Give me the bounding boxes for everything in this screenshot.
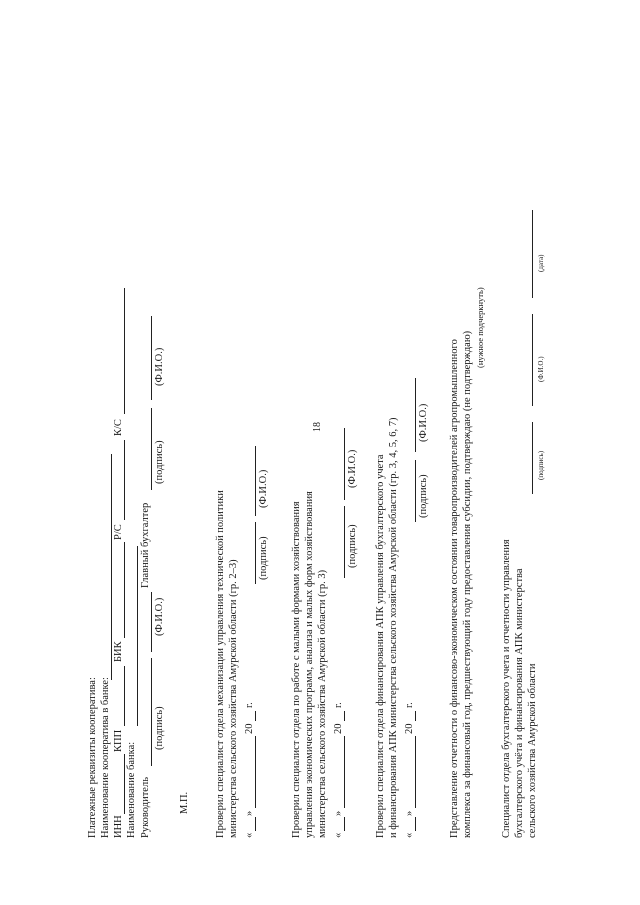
final-date-caption: (дата) (537, 254, 545, 272)
rs-field[interactable] (124, 440, 125, 520)
report-line1: Представление отчетности о финансово-экономическом состоянии товаропроизводителей агропромышленного (449, 339, 460, 838)
check2-line1: Проверил специалист отдела по работе с малыми формами хозяйствования (291, 501, 302, 838)
final-fio-field[interactable] (532, 314, 533, 406)
chief-accountant-label: Главный бухгалтер (140, 502, 151, 588)
check1-year-field[interactable] (255, 711, 256, 721)
check3-signature-caption: (подпись) (418, 474, 429, 518)
final-line1: Специалист отдела бухгалтерского учета и отчетности управления (501, 539, 512, 838)
check2-line2: управления экономических программ, анализа и малых форм хозяйствования (304, 491, 315, 838)
check3-year-field[interactable] (415, 711, 416, 721)
check1-day-field[interactable] (255, 817, 256, 831)
check1-date-close: » (244, 810, 255, 816)
inn-label: ИНН (113, 815, 124, 838)
check2-year-suffix: г. (333, 702, 344, 708)
check1-year: 20 (244, 723, 255, 734)
check2-fio-caption: (Ф.И.О.) (347, 449, 358, 488)
check1-fio-caption: (Ф.И.О.) (258, 469, 269, 508)
bik-field[interactable] (124, 542, 125, 638)
head-fio-field[interactable] (151, 592, 152, 652)
check1-line1: Проверил специалист отдела механизации управления технической политики (215, 490, 226, 838)
check2-date-open: « (333, 832, 344, 838)
bank-name-field[interactable] (137, 546, 138, 726)
head-signature-caption: (подпись) (154, 706, 165, 750)
bank-name-of-coop-label: Наименование кооператива в банке: (100, 677, 111, 838)
kpp-field[interactable] (124, 666, 125, 726)
check1-date-open: « (244, 832, 255, 838)
rotated-form (84, 178, 544, 838)
check1-signature-field[interactable] (255, 522, 256, 584)
check3-year-suffix: г. (404, 702, 415, 708)
page-number: 18 (312, 422, 323, 432)
check2-day-field[interactable] (344, 817, 345, 831)
check3-day-field[interactable] (415, 817, 416, 831)
check1-line2: министерства сельского хозяйства Амурской области (гр. 2–3) (228, 559, 239, 838)
check2-line3: министерства сельского хозяйства Амурской области (гр. 3) (317, 569, 328, 838)
check3-year: 20 (404, 723, 415, 734)
head-signature-field[interactable] (151, 658, 152, 766)
check2-date-close: » (333, 810, 344, 816)
check2-month-field[interactable] (344, 736, 345, 808)
final-line3: сельского хозяйства Амурской области (527, 663, 538, 838)
check3-date-close: » (404, 810, 415, 816)
chief-accountant-fio-field[interactable] (151, 316, 152, 400)
check3-signature-field[interactable] (415, 460, 416, 522)
rs-label: Р/С (113, 524, 124, 540)
check2-signature-caption: (подпись) (347, 524, 358, 568)
check2-year-field[interactable] (344, 711, 345, 721)
check2-signature-field[interactable] (344, 506, 345, 578)
kpp-label: КПП (113, 729, 124, 752)
final-line2: бухгалтерского учёта и финансирования АПК министерства (514, 568, 525, 838)
chief-accountant-signature-caption: (подпись) (154, 440, 165, 484)
check2-fio-field[interactable] (344, 428, 345, 500)
requisites-title: Платежные реквизиты кооператива: (87, 677, 98, 838)
bik-label: БИК (113, 641, 124, 662)
check1-year-suffix: г. (244, 702, 255, 708)
head-label: Руководитель (140, 777, 151, 838)
check3-line2: и финансирования АПК министерства сельского хозяйства Амурской области (гр. 3, 4, 5, 6, 7) (388, 417, 399, 838)
check2-year: 20 (333, 723, 344, 734)
final-signature-caption: (подпись) (537, 450, 545, 480)
check3-month-field[interactable] (415, 736, 416, 808)
check1-fio-field[interactable] (255, 446, 256, 516)
check3-fio-caption: (Ф.И.О.) (418, 403, 429, 442)
check3-date-open: « (404, 832, 415, 838)
chief-accountant-signature-field[interactable] (151, 408, 152, 490)
check1-month-field[interactable] (255, 736, 256, 808)
bank-name-label: Наименование банка: (126, 741, 137, 838)
final-date-field[interactable] (532, 210, 533, 298)
check1-signature-caption: (подпись) (258, 536, 269, 580)
ks-label: К/С (113, 419, 124, 436)
report-line2: комплекса за финансовый год, предшествующий году предоставления субсидии, подтверждаю (не подтверждаю) (462, 330, 473, 838)
chief-accountant-fio-caption: (Ф.И.О.) (154, 347, 165, 386)
final-signature-field[interactable] (532, 422, 533, 494)
head-fio-caption: (Ф.И.О.) (154, 597, 165, 636)
check3-fio-field[interactable] (415, 378, 416, 452)
check3-line1: Проверил специалист отдела финансирования АПК управления бухгалтерского учета (375, 454, 386, 838)
seal-placeholder: М.П. (179, 791, 190, 814)
final-fio-caption: (Ф.И.О.) (537, 356, 545, 382)
ks-field[interactable] (124, 288, 125, 414)
report-note: (нужное подчеркнуть) (475, 287, 485, 368)
